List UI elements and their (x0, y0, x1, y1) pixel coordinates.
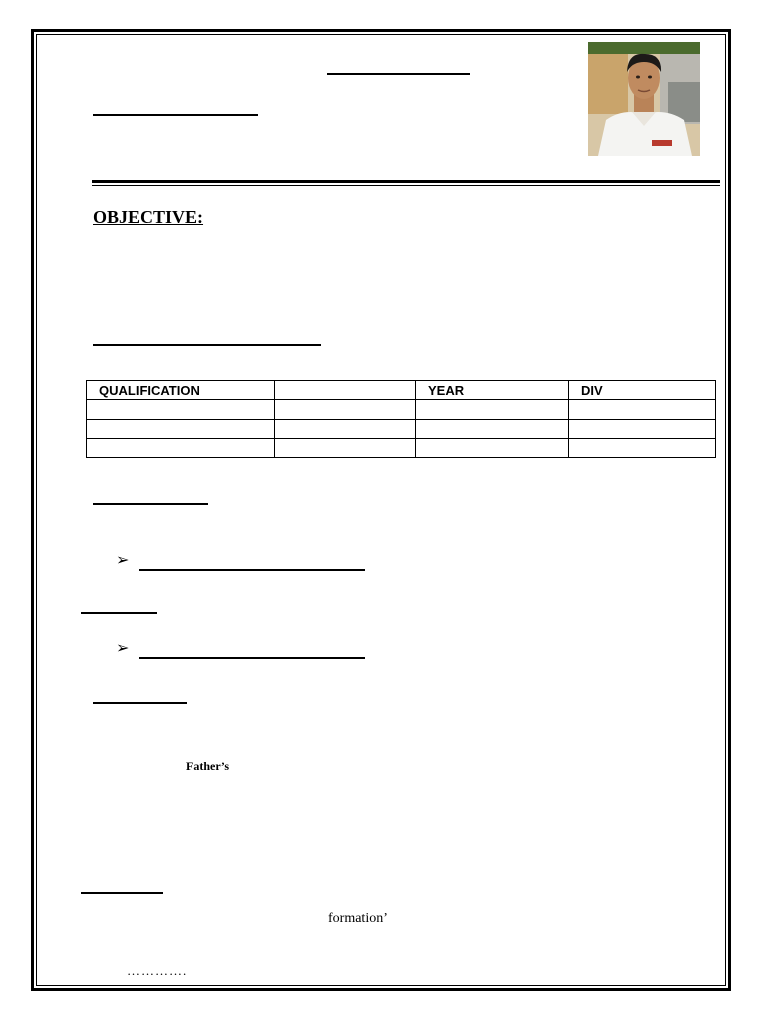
page-border-inner (36, 34, 726, 986)
section-heading-underline-1 (93, 503, 208, 505)
table-row (87, 439, 716, 458)
section-heading-underline-4 (81, 892, 163, 894)
bullet-line-2 (139, 657, 365, 659)
bullet-arrow-icon: ➢ (116, 638, 130, 657)
table-cell (569, 439, 716, 458)
formation-text: formation’ (328, 911, 388, 926)
section-heading-underline-3 (93, 702, 187, 704)
table-header-row (87, 381, 716, 400)
table-cell (569, 400, 716, 420)
table-cell (87, 400, 275, 420)
table-cell (275, 439, 416, 458)
education-table (86, 380, 716, 458)
header-year: YEAR (416, 381, 569, 400)
table-row (87, 420, 716, 439)
table-cell (275, 420, 416, 439)
header-div: DIV (569, 381, 716, 400)
table-cell (275, 400, 416, 420)
section-heading-underline-2 (81, 612, 157, 614)
name-underline (93, 114, 258, 116)
table-row (87, 400, 716, 420)
header-divider-thick (92, 180, 720, 183)
header-divider-thin (92, 185, 720, 186)
header-qualification: QUALIFICATION (87, 381, 275, 400)
objective-heading: OBJECTIVE: (93, 207, 204, 227)
table-cell (416, 400, 569, 420)
title-underline (327, 73, 470, 75)
table-cell (416, 439, 569, 458)
bullet-arrow-icon: ➢ (116, 550, 130, 569)
table-cell (87, 439, 275, 458)
bullet-line-1 (139, 569, 365, 571)
table-cell (416, 420, 569, 439)
table-cell (569, 420, 716, 439)
header-blank (275, 381, 416, 400)
education-heading-underline (93, 344, 321, 346)
table-cell (87, 420, 275, 439)
profile-photo (588, 42, 700, 156)
fathers-label: Father’s (186, 759, 230, 773)
signature-dots: …………. (127, 963, 188, 978)
profile-photo-image (588, 42, 700, 156)
